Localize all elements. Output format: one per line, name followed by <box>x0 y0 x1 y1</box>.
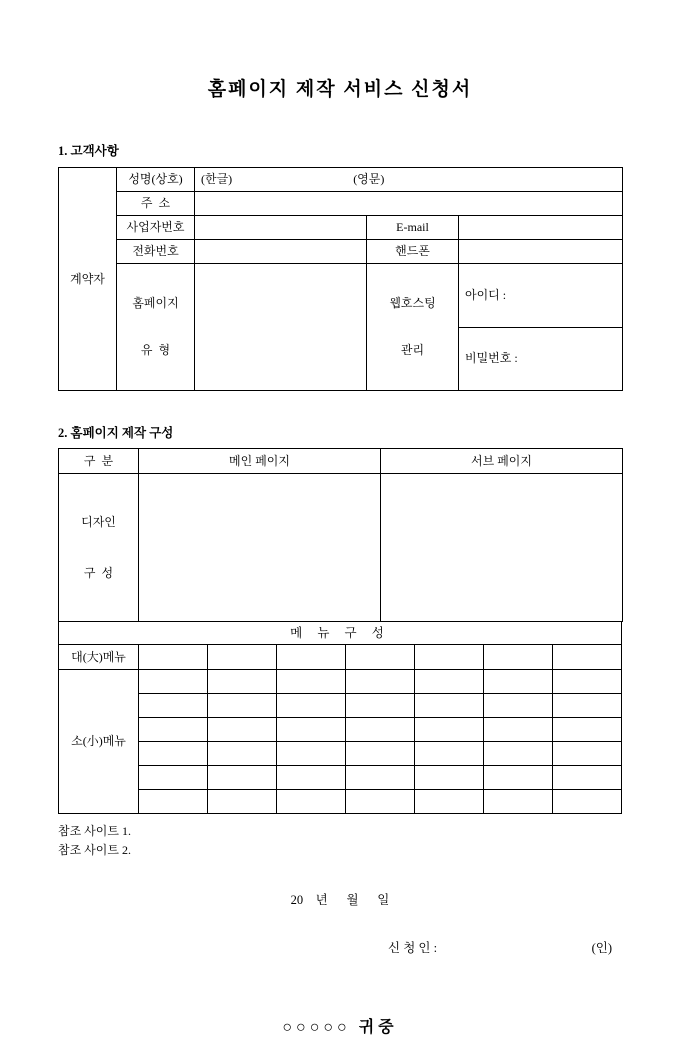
name-label: 성명(상호) <box>117 168 195 192</box>
table-header-row <box>59 449 623 474</box>
table-row <box>59 718 622 742</box>
design-label-line2: 구 성 <box>83 565 114 580</box>
phone-field[interactable] <box>195 240 367 264</box>
big-menu-cell[interactable] <box>277 645 346 670</box>
small-menu-cell[interactable] <box>553 742 622 766</box>
homepage-type-label-line1: 홈페이지 <box>132 296 179 310</box>
small-menu-cell[interactable] <box>346 742 415 766</box>
small-menu-cell[interactable] <box>553 790 622 814</box>
table-row <box>59 694 622 718</box>
design-sub-page-cell[interactable] <box>381 474 623 622</box>
small-menu-cell[interactable] <box>484 670 553 694</box>
big-menu-cell[interactable] <box>139 645 208 670</box>
reference-site-1: 참조 사이트 1. <box>58 824 131 838</box>
small-menu-cell[interactable] <box>208 670 277 694</box>
hosting-password-field[interactable] <box>459 327 623 391</box>
small-menu-cell[interactable] <box>415 670 484 694</box>
column-header-sub-page: 서브 페이지 <box>381 449 623 474</box>
small-menu-cell[interactable] <box>346 670 415 694</box>
mobile-field[interactable] <box>459 240 623 264</box>
email-field[interactable] <box>459 216 623 240</box>
table-row <box>59 216 623 240</box>
small-menu-cell[interactable] <box>553 694 622 718</box>
small-menu-label: 소(小)메뉴 <box>59 670 139 814</box>
mobile-label: 핸드폰 <box>367 240 459 264</box>
small-menu-cell[interactable] <box>415 790 484 814</box>
date-line: 20 년 월 일 <box>290 893 390 907</box>
webhosting-label-line2: 관리 <box>400 343 425 357</box>
small-menu-cell[interactable] <box>415 742 484 766</box>
small-menu-cell[interactable] <box>346 718 415 742</box>
webhosting-label <box>367 264 459 391</box>
small-menu-cell[interactable] <box>484 694 553 718</box>
homepage-type-field[interactable] <box>195 264 367 391</box>
table-row <box>59 645 622 670</box>
small-menu-cell[interactable] <box>139 718 208 742</box>
table-row <box>59 192 623 216</box>
small-menu-cell[interactable] <box>277 766 346 790</box>
name-korean-hint: (한글) <box>201 172 233 186</box>
small-menu-cell[interactable] <box>346 694 415 718</box>
small-menu-cell[interactable] <box>208 694 277 718</box>
business-number-field[interactable] <box>195 216 367 240</box>
customer-info-table <box>58 167 623 391</box>
small-menu-cell[interactable] <box>139 766 208 790</box>
contractor-group-label: 계약자 <box>59 168 117 391</box>
small-menu-cell[interactable] <box>139 694 208 718</box>
small-menu-cell[interactable] <box>208 742 277 766</box>
big-menu-cell[interactable] <box>208 645 277 670</box>
big-menu-cell[interactable] <box>346 645 415 670</box>
menu-composition-header: 메 뉴 구 성 <box>59 622 622 645</box>
recipient-line: ○○○○○ 귀중 <box>282 1019 398 1036</box>
table-row <box>59 168 623 192</box>
address-field[interactable] <box>195 192 623 216</box>
design-main-page-cell[interactable] <box>139 474 381 622</box>
big-menu-cell[interactable] <box>415 645 484 670</box>
table-row <box>59 670 622 694</box>
applicant-label: 신 청 인 : <box>388 941 438 955</box>
hosting-id-field[interactable] <box>459 264 623 328</box>
big-menu-label: 대(大)메뉴 <box>59 645 139 670</box>
homepage-type-label <box>117 264 195 391</box>
phone-label: 전화번호 <box>117 240 195 264</box>
column-header-type: 구 분 <box>59 449 139 474</box>
table-row <box>59 474 623 622</box>
small-menu-cell[interactable] <box>208 718 277 742</box>
small-menu-cell[interactable] <box>277 742 346 766</box>
small-menu-cell[interactable] <box>553 718 622 742</box>
small-menu-cell[interactable] <box>553 670 622 694</box>
table-row <box>59 790 622 814</box>
homepage-type-label-line2: 유 형 <box>140 343 171 357</box>
name-field[interactable] <box>195 168 623 192</box>
small-menu-cell[interactable] <box>415 694 484 718</box>
applicant-row <box>58 938 622 956</box>
name-english-hint: (영문) <box>353 172 385 186</box>
page-title: 홈페이지 제작 서비스 신청서 <box>207 79 473 100</box>
table-row <box>59 622 622 645</box>
small-menu-cell[interactable] <box>277 790 346 814</box>
menu-composition-table <box>58 621 622 814</box>
small-menu-cell[interactable] <box>139 790 208 814</box>
small-menu-cell[interactable] <box>484 766 553 790</box>
small-menu-cell[interactable] <box>484 790 553 814</box>
small-menu-cell[interactable] <box>277 670 346 694</box>
small-menu-cell[interactable] <box>346 766 415 790</box>
small-menu-cell[interactable] <box>277 718 346 742</box>
seal-label: (인) <box>591 941 612 955</box>
business-number-label: 사업자번호 <box>117 216 195 240</box>
reference-sites <box>58 822 622 860</box>
small-menu-cell[interactable] <box>277 694 346 718</box>
design-composition-label <box>59 474 139 622</box>
email-label: E-mail <box>367 216 459 240</box>
hosting-id-label: 아이디 : <box>465 287 507 302</box>
composition-table-top <box>58 448 623 622</box>
small-menu-cell[interactable] <box>139 670 208 694</box>
section1-heading: 1. 고객사항 <box>58 144 119 158</box>
section2-heading: 2. 홈페이지 제작 구성 <box>58 426 174 440</box>
small-menu-cell[interactable] <box>415 718 484 742</box>
table-row <box>59 766 622 790</box>
big-menu-cell[interactable] <box>484 645 553 670</box>
small-menu-cell[interactable] <box>139 742 208 766</box>
address-label: 주 소 <box>117 192 195 216</box>
table-row <box>59 240 623 264</box>
table-row <box>59 742 622 766</box>
big-menu-cell[interactable] <box>553 645 622 670</box>
hosting-password-label: 비밀번호 : <box>465 351 518 366</box>
small-menu-cell[interactable] <box>208 766 277 790</box>
small-menu-cell[interactable] <box>484 742 553 766</box>
webhosting-label-line1: 웹호스팅 <box>389 296 436 310</box>
small-menu-cell[interactable] <box>553 766 622 790</box>
small-menu-cell[interactable] <box>208 790 277 814</box>
small-menu-cell[interactable] <box>346 790 415 814</box>
column-header-main-page: 메인 페이지 <box>139 449 381 474</box>
small-menu-cell[interactable] <box>415 766 484 790</box>
reference-site-2: 참조 사이트 2. <box>58 843 131 857</box>
table-row <box>59 264 623 328</box>
design-label-line1: 디자인 <box>81 514 116 529</box>
small-menu-cell[interactable] <box>484 718 553 742</box>
